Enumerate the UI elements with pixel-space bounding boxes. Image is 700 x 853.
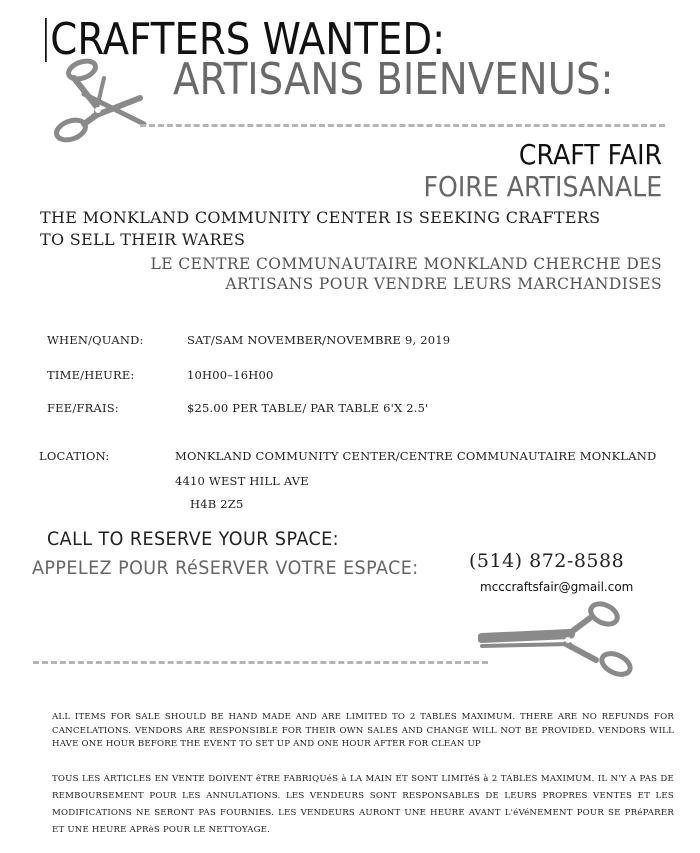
fee-value: $25.00 PER TABLE/ PAR TABLE 6'X 2.5' xyxy=(187,401,429,415)
title-english: CRAFTERS WANTED: xyxy=(45,18,445,62)
dashed-cut-line-bottom xyxy=(33,661,488,664)
intro-french-line-2: ARTISANS POUR VENDRE LEURS MARCHANDISES xyxy=(225,275,662,293)
email-address[interactable]: mcccraftsfair@gmail.com xyxy=(480,580,634,594)
event-name-french: FOIRE ARTISANALE xyxy=(423,170,662,203)
intro-french-line-1: LE CENTRE COMMUNAUTAIRE MONKLAND CHERCHE DES xyxy=(150,255,662,273)
location-street: 4410 WEST HILL AVE xyxy=(175,474,309,488)
terms-english: ALL ITEMS FOR SALE SHOULD BE HAND MADE AND ARE LIMITED TO 2 TABLES MAXIMUM. THERE ARE NO REFUNDS FOR CANCELATIONS. VENDORS ARE RESPONSIBLE FOR THEIR OWN SALES AND CHANGE WILL NOT BE PROVIDED. VENDORS WILL HAVE ONE HOUR BEFORE THE EVENT TO SET UP AND ONE HOUR AFTER FOR CLEAN UP xyxy=(52,712,674,749)
call-to-reserve-french: APPELEZ POUR RéSERVER VOTRE ESPACE: xyxy=(32,557,419,579)
when-label: WHEN/QUAND: xyxy=(47,333,144,347)
scissors-icon xyxy=(44,54,154,154)
intro-english-line-1: THE MONKLAND COMMUNITY CENTER IS SEEKING CRAFTERS xyxy=(40,208,601,227)
location-label: LOCATION: xyxy=(39,449,110,463)
intro-english-line-2: TO SELL THEIR WARES xyxy=(40,230,246,249)
location-name: MONKLAND COMMUNITY CENTER/CENTRE COMMUNAUTAIRE MONKLAND xyxy=(175,449,657,463)
time-label: TIME/HEURE: xyxy=(47,368,135,382)
location-postal-code: H4B 2Z5 xyxy=(190,497,244,511)
scissors-icon xyxy=(478,600,638,680)
dashed-cut-line-top xyxy=(140,124,665,127)
phone-number[interactable]: (514) 872-8588 xyxy=(469,550,625,572)
event-name-english: CRAFT FAIR xyxy=(518,138,662,171)
call-to-reserve-english: CALL TO RESERVE YOUR SPACE: xyxy=(47,528,339,550)
fee-label: FEE/FRAIS: xyxy=(47,401,119,415)
when-value: SAT/SAM NOVEMBER/NOVEMBRE 9, 2019 xyxy=(187,333,451,347)
title-french: ARTISANS BIENVENUS: xyxy=(173,54,614,105)
time-value: 10H00–16H00 xyxy=(187,368,274,382)
terms-french: TOUS LES ARTICLES EN VENTE DOIVENT êTRE FABRIQUéS à LA MAIN ET SONT LIMITéS à 2 TABLES MAXIMUM. IL N'Y A PAS DE REMBOURSEMENT POUR LES ANNULATIONS. LES VENDEURS SONT RESPONSABLES DE LEURS PROPRES VENTES ET LES MODIFICATIONS NE SERONT PAS FOURNIES. LES VENDEURS AURONT UNE HEURE AVANT L'éVéNEMENT POUR SE PRéPARER ET UNE HEURE APRèS POUR LE NETTOYAGE. xyxy=(52,774,674,835)
